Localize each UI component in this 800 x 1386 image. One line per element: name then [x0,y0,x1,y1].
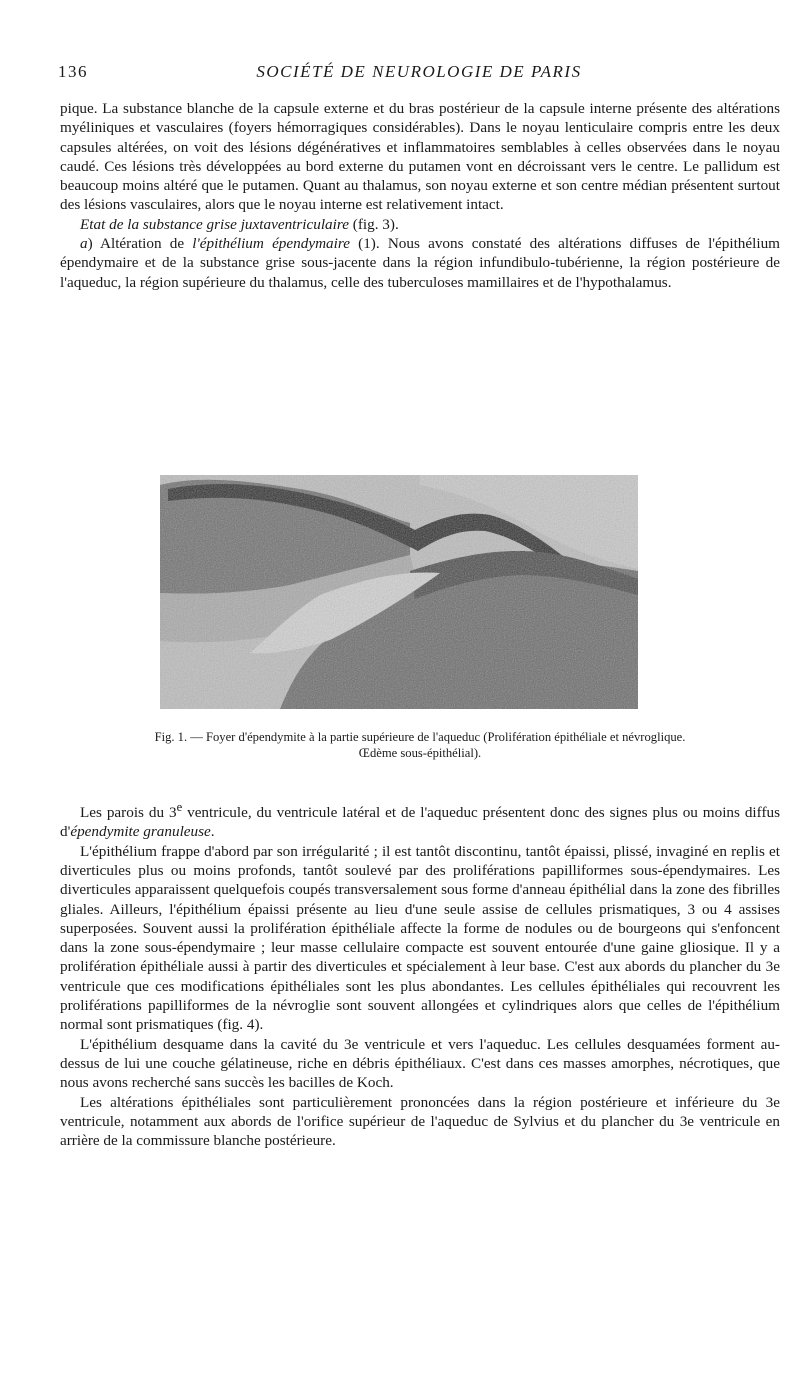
subsection-lead: ) Altération de [87,235,193,253]
caption-line-1: Fig. 1. — Foyer d'épendymite à la partie supérieure de l'aqueduc (Prolifération épithéliale et névroglique. [154,730,686,744]
paragraph: L'épithélium desquame dans la cavité du 3e ventricule et vers l'aqueduc. Les cellules desquamées forment au-dessus de lui une couche gélatineuse, riche en débris épithéliaux. C'est dans ces masses amorphes, nécrotiques, que nous avons recherché sans succès les bacilles de Koch. [60,1035,780,1092]
page-number: 136 [58,62,88,81]
subsection-paragraph [60,234,780,292]
p1-sup: e [176,800,183,814]
top-text-block [60,99,780,292]
subsection-label: a [80,235,88,253]
figure-caption [60,730,780,761]
section-heading [60,215,780,234]
section-heading-italic: Etat de la substance grise juxtaventriculaire [80,215,349,233]
micrograph-image [160,475,638,709]
paragraph: Les altérations épithéliales sont particulièrement prononcées dans la région postérieure et inférieure du 3e ventricule, notamment aux abords de l'orifice supérieur de l'aqueduc de Sylvius et du plancher du 3e ventricule en arrière de la commissure blanche postérieure. [60,1093,780,1150]
paragraph [60,798,780,842]
p1-start: Les parois du 3 [80,804,177,822]
section-heading-suffix: (fig. 3). [348,215,399,233]
paragraph: L'épithélium frappe d'abord par son irrégularité ; il est tantôt discontinu, tantôt épaissi, plissé, invaginé en replis et diverticules plus ou moins profonds, tantôt soulevé par des proliférations papilliformes sous-épendymaires. Les diverticules apparaissent quelquefois coupés transversalement sous forme d'anneau épithélial dans la zone des fibrilles gliales. Ailleurs, l'épithélium épaissi présente au lieu d'une seule assise de cellules prismatiques, 3 ou 4 assises superposées. Souvent aussi la prolifération épithéliale affecte la forme de nodules ou de bourgeons qui s'enfoncent dans la zone sous-épendymaire ; leur masse cellulaire compacte est souvent entourée d'une gaine gliosique. Il y a prolifération épithéliale aussi à partir des diverticules et spécialement à leur base. C'est aux abords du plancher du 3e ventricule que ces modifications épithéliales sont les plus abondantes. Les cellules épithéliales qui recouvrent les proliférations papilliformes de la névroglie sont souvent allongées et cylindriques alors que celles de l'épithélium normal sont prismatiques (fig. 4). [60,842,780,1034]
bottom-text-block [60,798,780,1150]
p1-mid: ventricule, du ventricule latéral et de l'aqueduc présentent donc des signes plus ou moins diffus d' [60,804,781,841]
page-header [58,62,780,86]
p1-end: . [210,823,215,841]
subsection-body: (1). Nous avons constaté des altérations diffuses de l'épithélium épendymaire et de la substance grise sous-jacente dans la région infundibulo-tubérienne, la région postérieure de l'aqueduc, la région supérieure du thalamus, celle des tuberculoses mamillaires et de l'hypothalamus. [60,235,780,291]
subsection-term: l'épithélium épendymaire [192,235,350,253]
micrograph-figure [160,475,638,709]
running-title: SOCIÉTÉ DE NEUROLOGIE DE PARIS [256,62,582,81]
paragraph: pique. La substance blanche de la capsule externe et du bras postérieur de la capsule interne présente des altérations myéliniques et vasculaires (foyers hémorragiques considérables). Dans le noyau lenticulaire compris entre les deux capsules altérées, on voit des lésions dégénératives et inflammatoires semblables à celles observées dans le noyau caudé. Ces lésions très développées au bord externe du putamen vont en décroissant vers le centre. Le pallidum est beaucoup moins altéré que le putamen. Quant au thalamus, son noyau externe et son centre médian présentent surtout des lésions vasculaires, alors que le noyau interne est relativement intact. [60,100,780,214]
caption-line-2: Œdème sous-épithélial). [358,745,482,760]
p1-italic: épendymite granuleuse [70,823,211,841]
